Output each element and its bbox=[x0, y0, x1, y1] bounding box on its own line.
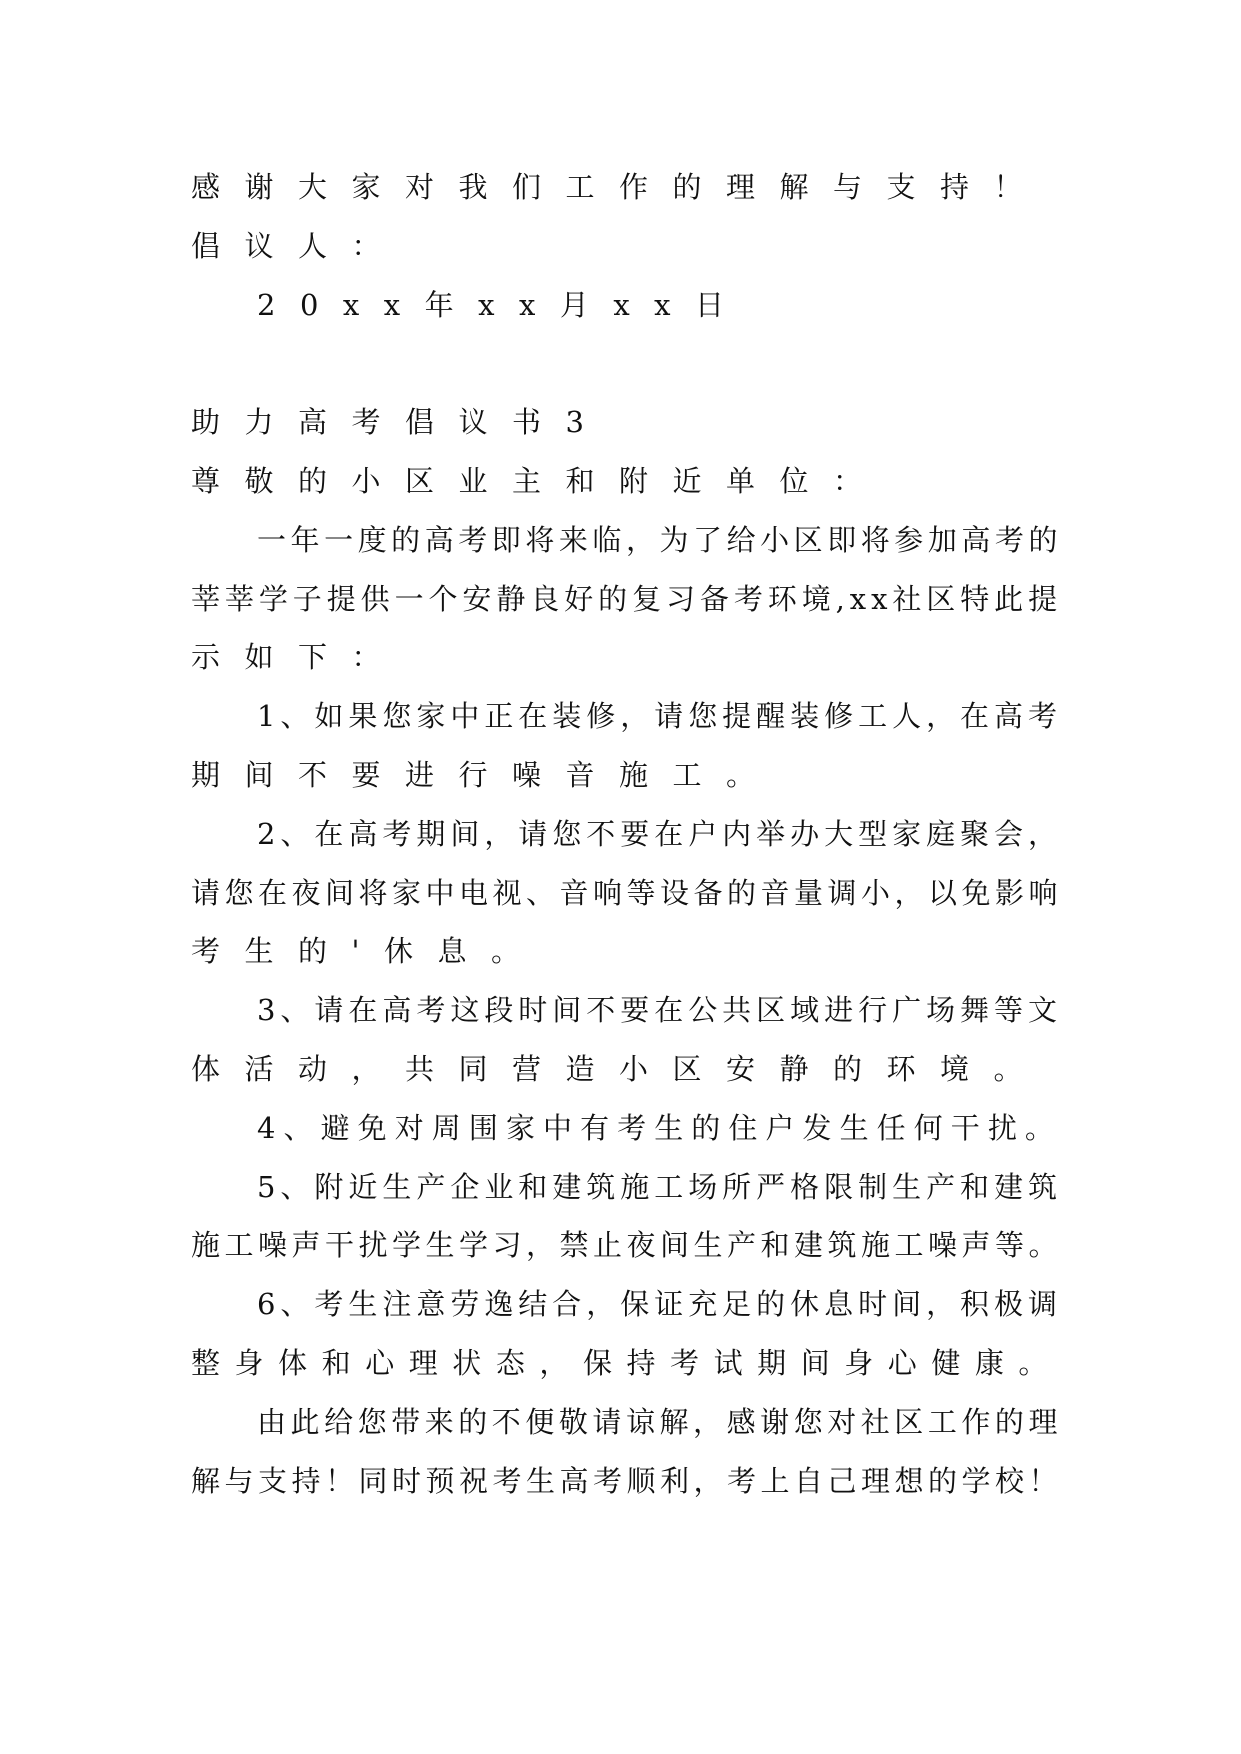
text-line: 倡议人： bbox=[191, 228, 406, 263]
text-line: 请您在夜间将家中电视、音响等设备的音量调小，以免影响 bbox=[191, 875, 1062, 910]
text-line: 整身体和心理状态，保持考试期间身心健康。 bbox=[191, 1346, 1062, 1380]
text-line: 4、避免对周围家中有考生的住户发生任何干扰。 bbox=[257, 1110, 1062, 1145]
text-line: 助力高考倡议书3 bbox=[191, 405, 609, 440]
text-line: 期间不要进行噪音施工。 bbox=[191, 758, 780, 792]
text-line: 尊敬的小区业主和附近单位： bbox=[191, 464, 887, 498]
text-line: 3、请在高考这段时间不要在公共区域进行广场舞等文 bbox=[257, 993, 1062, 1028]
text-line: 1、如果您家中正在装修，请您提醒装修工人，在高考 bbox=[257, 699, 1062, 734]
text-line: 由此给您带来的不便敬请谅解，感谢您对社区工作的理 bbox=[257, 1404, 1062, 1439]
text-line: 20xx年xx月xx日 bbox=[257, 287, 749, 322]
text-line: 解与支持！同时预祝考生高考顺利，考上自己理想的学校！ bbox=[191, 1463, 1062, 1498]
text-line: 2、在高考期间，请您不要在户内举办大型家庭聚会， bbox=[257, 816, 1062, 851]
text-line: 感谢大家对我们工作的理解与支持！ bbox=[191, 170, 1048, 204]
text-line: 5、附近生产企业和建筑施工场所严格限制生产和建筑 bbox=[257, 1169, 1062, 1204]
text-line: 示如下： bbox=[191, 640, 406, 675]
text-line: 体活动，共同营造小区安静的环境。 bbox=[191, 1052, 1048, 1086]
text-line: 考生的'休息。 bbox=[191, 934, 545, 969]
text-line: 6、考生注意劳逸结合，保证充足的休息时间，积极调 bbox=[257, 1287, 1062, 1322]
text-line: 施工噪声干扰学生学习，禁止夜间生产和建筑施工噪声等。 bbox=[191, 1228, 1062, 1263]
text-line: 一年一度的高考即将来临，为了给小区即将参加高考的 bbox=[257, 522, 1062, 557]
text-line: 莘莘学子提供一个安静良好的复习备考环境,xx社区特此提 bbox=[191, 581, 1062, 616]
